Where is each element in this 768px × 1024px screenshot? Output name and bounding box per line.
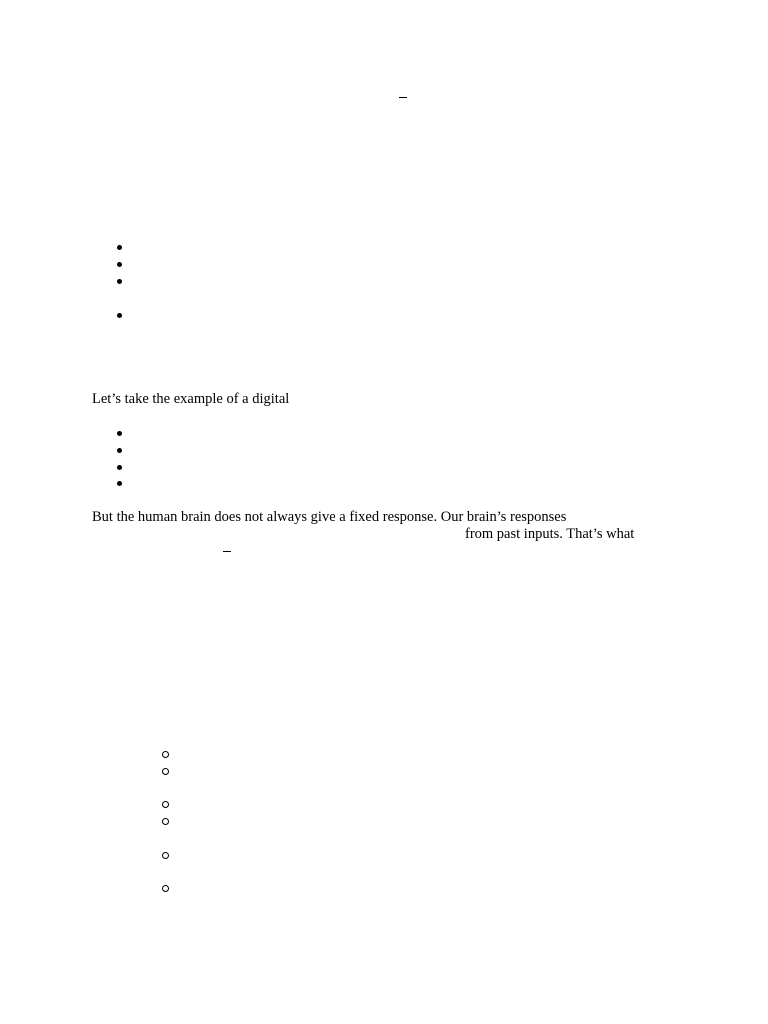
title-dash bbox=[399, 97, 407, 98]
list-bullet bbox=[117, 448, 122, 453]
sublist-bullet bbox=[162, 801, 169, 808]
sublist-bullet bbox=[162, 768, 169, 775]
sublist-bullet bbox=[162, 818, 169, 825]
paragraph-brain-line-2: from past inputs. That’s what bbox=[465, 526, 635, 542]
paragraph-digital-example: Let’s take the example of a digital bbox=[92, 391, 290, 407]
list-bullet bbox=[117, 279, 122, 284]
sublist-bullet bbox=[162, 751, 169, 758]
inline-dash bbox=[223, 551, 231, 552]
list-bullet bbox=[117, 481, 122, 486]
list-bullet bbox=[117, 245, 122, 250]
sublist-bullet bbox=[162, 852, 169, 859]
paragraph-brain-line-1: But the human brain does not always give a fixed response. Our brain’s responses bbox=[92, 509, 567, 525]
list-bullet bbox=[117, 431, 122, 436]
list-bullet bbox=[117, 313, 122, 318]
list-bullet bbox=[117, 465, 122, 470]
list-bullet bbox=[117, 262, 122, 267]
sublist-bullet bbox=[162, 885, 169, 892]
